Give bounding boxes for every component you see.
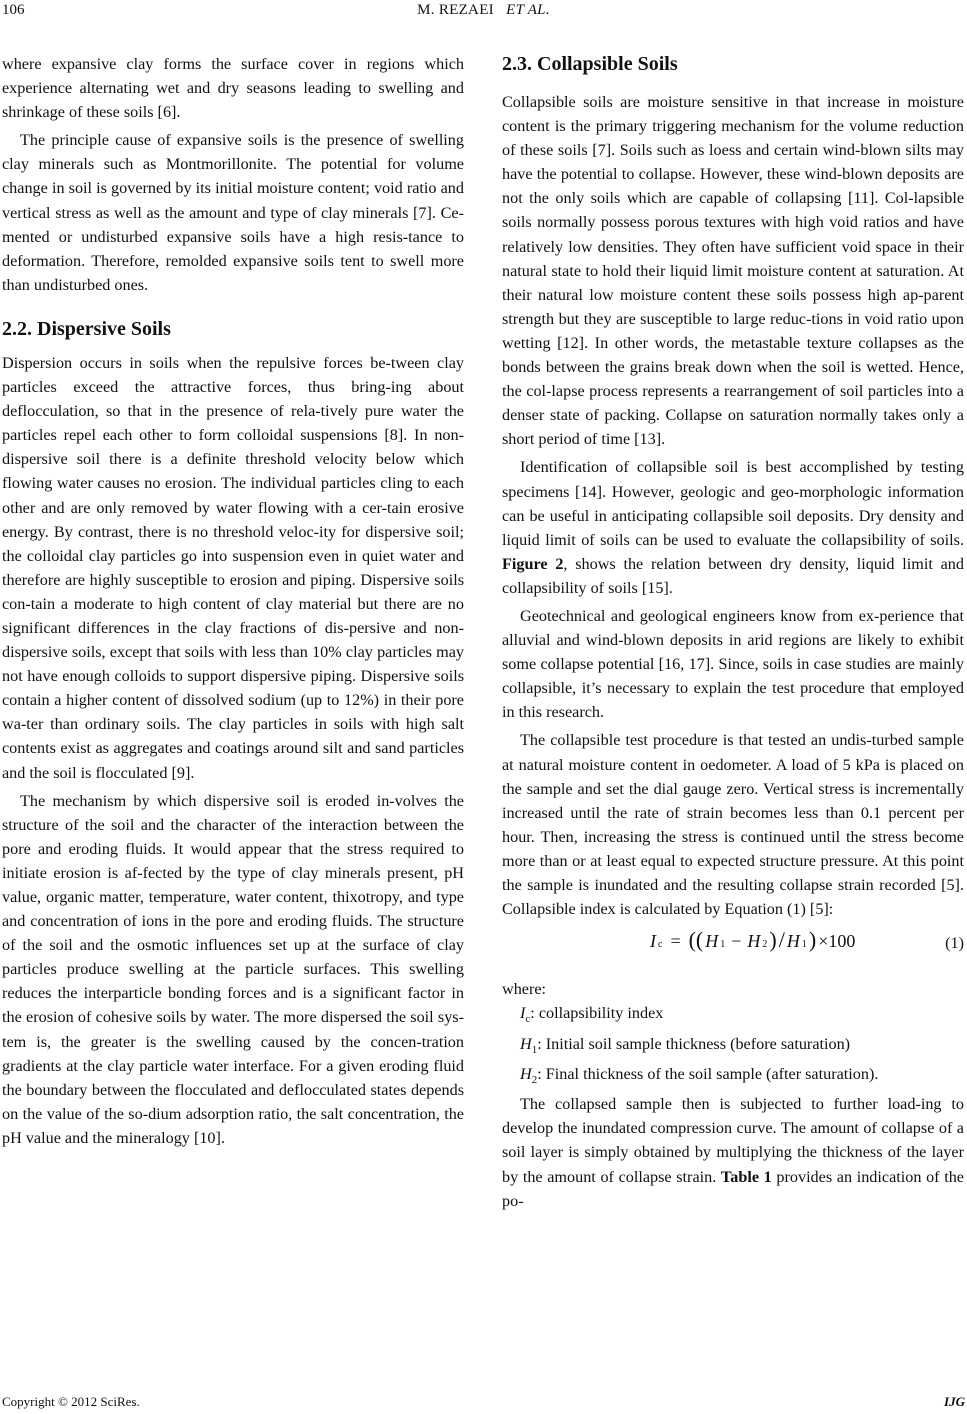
paragraph: Geotechnical and geological engineers know from ex-perience that alluvial and wind-blown deposits in arid regions are likely to exhibit some collapse potential [16, 17]. Since, soils in case studies are mainly collapsible, it’s necessary to explain the test procedure that employed in this research. <box>502 606 964 722</box>
table-reference: Table 1 <box>720 1167 772 1186</box>
section-heading-dispersive-soils: 2.2. Dispersive Soils <box>2 317 171 340</box>
where-label: where: <box>502 980 547 999</box>
equation-formula: I $_c$ = (( H $_1$ − H $_2$ ) / H $_1$ ) ×100 <box>650 927 856 953</box>
left-column <box>2 52 464 1150</box>
paragraph: The collapsible test procedure is that tested an undis-turbed sample at natural moisture content in oedometer. A load of 5 kPa is placed on the sample and set the dial gauge zero. Vertical stress is incrementally increased until the rate of strain becomes less than 0.1 percent per hour. Then, increasing the stress is continued until the stress become more than or at least equal to expected structure pressure. At this point the sample is inundated and the resulting collapse strain recorded [5]. Collapsible index is calculated by Equation (1) [5]: <box>502 731 964 919</box>
definition-h2: $H_2$: Final thickness of the soil sample (after saturation). <box>520 1064 879 1087</box>
running-header <box>0 2 967 24</box>
paragraph: The mechanism by which dispersive soil is eroded in-volves the structure of the soil and the character of the interaction between the pore and eroding fluids. It would appear that the stress required to initiate erosion is af-fected by the type of clay minerals present, pH value, organic matter, temperature, water content, thixotropy, and type and concentration of ions in the pore and eroding fluids. The structure of the soil and the osmotic influences set up at the surface of clay particles produce swelling at the particle surfaces. This swelling reduces the interparticle bonding forces and is a significant factor in the erosion of cohesive soils by water. The more dispersed the soil sys-tem is, the greater is the swelling caused by the concen-tration gradients at the clay particle water interface. For a given eroding fluid the boundary between the flocculated and deflocculated states depends on the value of the so-dium adsorption ratio, the salt concentration, the pH value and the mineralogy [10]. <box>2 791 464 1147</box>
journal-abbreviation: IJG <box>944 1394 965 1409</box>
definition-h1: $H_1$: Initial soil sample thickness (before saturation) <box>520 1034 851 1056</box>
text-run: provides an indication of the po- <box>502 1167 964 1210</box>
paragraph <box>502 455 964 600</box>
right-column <box>502 52 964 1213</box>
text-run: Identification of collapsible soil is best accomplished by testing specimens [14]. However, geologic and geo-morphologic information can be useful in anticipating collapsible soil deposits. Dry density and liquid limit of soils can be used to evaluate the collapsibility of soils. <box>502 458 964 549</box>
paragraph <box>502 1092 964 1212</box>
paragraph: The principle cause of expansive soils is the presence of swelling clay minerals such as Montmorillonite. The potential for volume change in soil is governed by its initial moisture content; void ratio and vertical stress as well as the amount and type of clay minerals [7]. Ce-mented or undisturbed expansive soils have a high resis-tance to deformation. Therefore, remolded expansive soils tent to swell more than undisturbed ones. <box>2 131 464 294</box>
section-heading-collapsible-soils: 2.3. Collapsible Soils <box>502 53 678 75</box>
text-run: , shows the relation between dry density, liquid limit and collapsibility of soils [15]. <box>502 554 964 597</box>
paragraph: Collapsible soils are moisture sensitive in that increase in moisture content is the primary triggering mechanism for the volume reduction of these soils [7]. Soils such as loess and certain wind-blown silts may have the potential to collapse. However, these wind-blown deposits are not the only soils which are capable of collapsing [11]. Col-lapsible soils normally possess porous textures with high void ratios and have relatively low densities. They often have sufficient void space in their natural state to hold their liquid limit moisture content at saturation. At their natural low moisture content these soils possess high ap-parent strength but they are susceptible to large reduc-tions in void ratio upon wetting [12]. In other words, the metastable texture collapses as the bonds between the grains break down when the soil is wetted. Hence, the col-lapse process represents a rearrangement of soil particles into a denser state of packing. Collapse on saturation normally takes only a short period of time [13]. <box>502 93 964 449</box>
running-head-author <box>0 2 967 19</box>
text-run: The collapsed sample then is subjected to further load-ing to develop the inundated compression curve. The amount of collapse of a soil layer is simply obtained by multiplying the thickness of the layer by the amount of collapse strain. <box>502 1095 964 1186</box>
author-name: M. REZAEI <box>417 2 494 18</box>
page-number: 106 <box>2 2 25 18</box>
equation-number: (1) <box>945 934 964 953</box>
page-footer <box>0 1394 967 1412</box>
equation-1 <box>502 927 964 973</box>
copyright-notice: Copyright © 2012 SciRes. <box>2 1394 140 1409</box>
figure-reference: Figure 2 <box>502 554 564 573</box>
paragraph: where expansive clay forms the surface cover in regions which experience alternating wet and dry seasons leading to swelling and shrinkage of these soils [6]. <box>2 55 464 122</box>
et-al: ET AL. <box>506 2 550 18</box>
definition-ic: $I_c$: collapsibility index <box>520 1004 664 1026</box>
paragraph: Dispersion occurs in soils when the repulsive forces be-tween clay particles exceed the attractive forces, thus bring-ing about deflocculation, so that in the presence of rela-tively pure water the particles repel each other to form colloidal suspensions [8]. In non-dispersive soil there is a definite threshold velocity below which flowing water causes no erosion. The individual particles cling to each other and are only removed by water flowing with a cer-tain erosive energy. By contrast, there is no threshold veloc-ity for dispersive soil; the colloidal clay particles go into suspension even in quiet water and therefore are highly susceptible to erosion and piping. Dispersive soils con-tain a moderate to high content of clay material but there are no significant differences in the clay fractions of dis-persive and non-dispersive soils, except that soils with less than 10% clay particles may not have enough colloids to support dispersive piping. Dispersive soils contain a higher content of dissolved sodium (up to 12%) in their pore wa-ter than ordinary soils. The clay particles in soils with high salt contents exist as aggregates and coatings around silt and sand particles and the soil is flocculated [9]. <box>2 353 464 782</box>
